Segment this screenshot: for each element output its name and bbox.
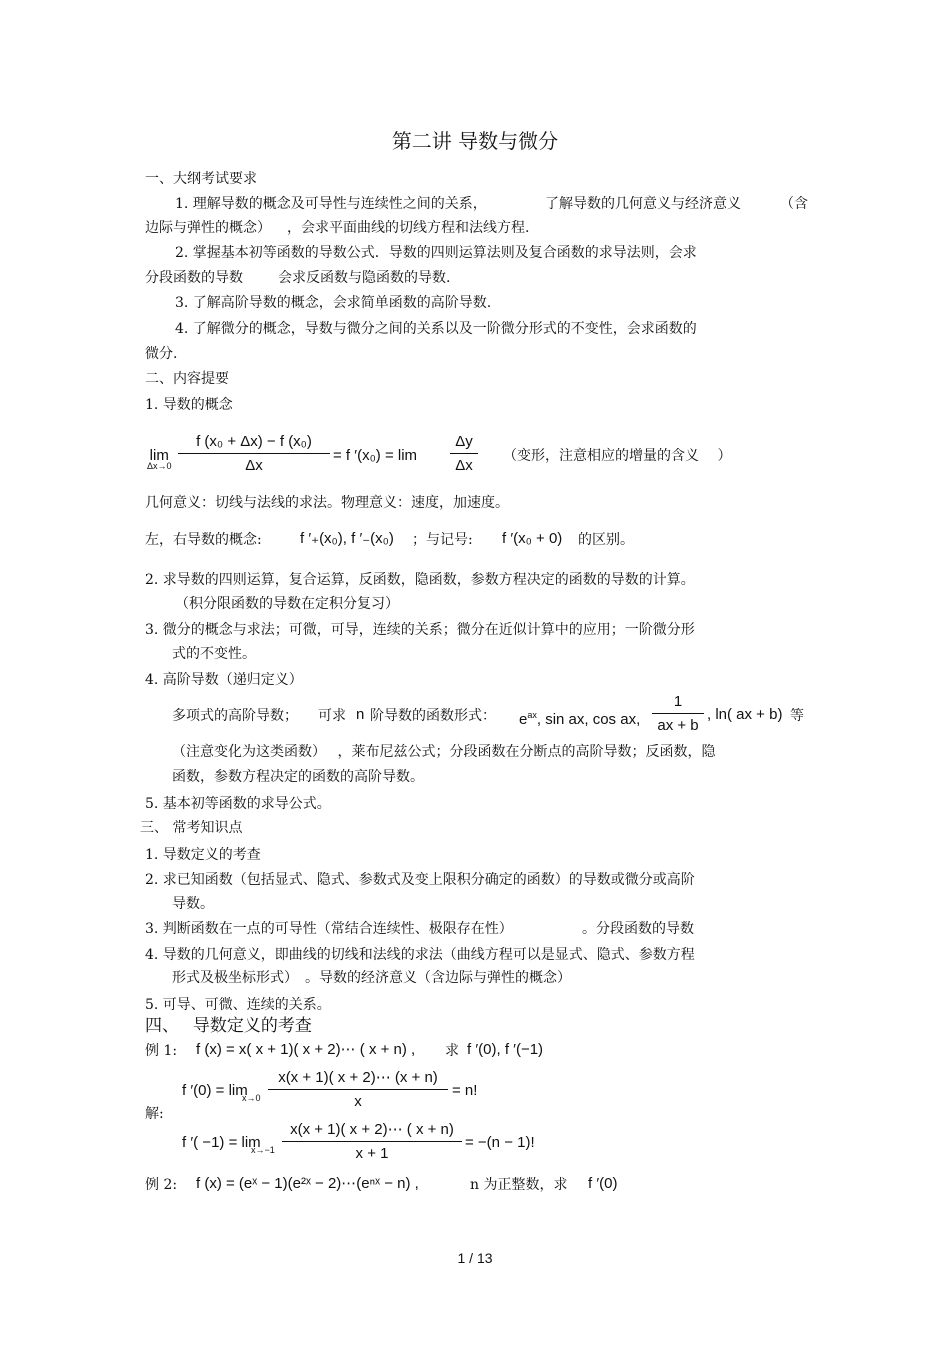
point-5: 5. 可导、可微、连续的关系。 [145, 997, 331, 1013]
req-2c: 会求反函数与隐函数的导数. [278, 270, 451, 286]
point-4a: 4. 导数的几何意义，即曲线的切线和法线的求法（曲线方程可以是显式、隐式、参数方程 [145, 947, 695, 963]
section-heading-3: 三、 常考知识点 [140, 820, 243, 836]
solution-1-rhs: = n! [452, 1082, 478, 1099]
section-heading-2: 二、内容提要 [145, 371, 229, 387]
higher-order-exp: $e^{ax}$, sin ax, cos ax, [519, 710, 641, 728]
higher-order-b: 可求 [318, 708, 346, 724]
solution-2-lhs: f ′( −1) = lim [182, 1134, 261, 1151]
item-4d: 函数，参数方程决定的函数的高阶导数。 [172, 769, 424, 785]
item-4c: （注意变化为这类函数） ，莱布尼兹公式；分段函数在分断点的高阶导数；反函数，隐 [172, 744, 716, 760]
req-1d: 边际与弹性的概念） [145, 220, 271, 236]
dy-dx-fraction: $\frac{\Delta y}{\Delta x}$ [450, 433, 478, 474]
geometric-meaning: 几何意义：切线与法线的求法。物理意义：速度，加速度。 [145, 495, 509, 511]
section-heading-4: 四、 导数定义的考查 [145, 1016, 312, 1036]
example-2-math-2: f ′(0) [588, 1175, 618, 1192]
section-heading-1: 一、大纲考试要求 [145, 171, 257, 187]
solution-1-lhs: f ′(0) = lim [182, 1082, 248, 1099]
req-1a: 1. 理解导数的概念及可导性与连续性之间的关系， [175, 196, 487, 212]
one-sided-end: 的区别。 [578, 532, 634, 548]
page-title: 第二讲 导数与微分 [391, 129, 559, 153]
one-sided-mid: ；与记号: [412, 532, 473, 548]
point-2b: 导数。 [172, 896, 214, 912]
req-3: 3. 了解高阶导数的概念，会求简单函数的高阶导数. [175, 295, 492, 311]
solution-2-limsub: x→−1 [251, 1145, 275, 1155]
req-2b: 分段函数的导数 [145, 270, 243, 286]
example-2-mid: n 为正整数，求 [470, 1177, 568, 1193]
solution-1-limsub: x→0 [242, 1093, 261, 1103]
higher-order-c: 阶导数的函数形式： [370, 708, 496, 724]
point-2a: 2. 求已知函数（包括显式、隐式、参数式及变上限积分确定的函数）的导数或微分或高阶 [145, 872, 695, 888]
solution-2-fraction: $\frac{x(x + 1)( x + 2)\cdots ( x + n)}{x + 1}$ [282, 1120, 462, 1162]
point-3a: 3. 判断函数在一点的可导性（常结合连续性、极限存在性） [145, 921, 513, 937]
req-4b: 微分. [145, 346, 178, 362]
item-2a: 2. 求导数的四则运算，复合运算，反函数，隐函数，参数方程决定的函数的导数的计算。 [145, 572, 695, 588]
higher-order-a: 多项式的高阶导数； [172, 708, 298, 724]
item-1: 1. 导数的概念 [145, 397, 233, 413]
reciprocal-fraction: $\frac{1}{ax + b}$ [652, 693, 704, 734]
req-1e: ，会求平面曲线的切线方程和法线方程. [287, 220, 530, 236]
derivative-fraction: $\frac{\text{f (x₀ + Δx) − f (x₀)}}{\Delta x}$ [178, 433, 330, 474]
req-1c: （含 [780, 196, 808, 212]
higher-order-n: n [356, 706, 365, 723]
item-3a: 3. 微分的概念与求法；可微，可导，连续的关系；微分在近似计算中的应用；一阶微分形 [145, 622, 695, 638]
higher-order-ln: , ln( ax + b) [707, 706, 783, 723]
item-4: 4. 高阶导数（递归定义） [145, 672, 303, 688]
derivative-note: （变形，注意相应的增量的含义 ） [503, 448, 732, 464]
one-sided-label: 左，右导数的概念: [145, 532, 262, 548]
example-1-label: 例 1: [145, 1043, 178, 1059]
item-5: 5. 基本初等函数的求导公式。 [145, 796, 331, 812]
solution-2-rhs: = −(n − 1)! [465, 1134, 535, 1151]
one-sided-math-2: f ′(x₀ + 0) [502, 530, 563, 547]
solution-1-fraction: $\frac{x(x + 1)( x + 2)\cdots (x + n)}{x}$ [268, 1068, 448, 1110]
point-3b: 。分段函数的导数 [582, 921, 694, 937]
example-1-math-2: f ′(0), f ′(−1) [467, 1041, 544, 1058]
example-1-math: f (x) = x( x + 1)( x + 2)⋯ ( x + n) , [196, 1041, 416, 1058]
req-2a: 2. 掌握基本初等函数的导数公式．导数的四则运算法则及复合函数的求导法则，会求 [175, 245, 697, 261]
req-4a: 4. 了解微分的概念，导数与微分之间的关系以及一阶微分形式的不变性，会求函数的 [175, 321, 697, 337]
example-2-label: 例 2: [145, 1177, 178, 1193]
page-number: 1 / 13 [457, 1250, 493, 1266]
one-sided-math: f ′₊(x₀), f ′₋(x₀) [300, 530, 394, 547]
point-4b: 形式及极坐标形式） 。导数的经济意义（含边际与弹性的概念） [172, 970, 571, 986]
point-1: 1. 导数定义的考查 [145, 847, 261, 863]
example-2-math: f (x) = (eˣ − 1)(e²ˣ − 2)⋯(eⁿˣ − n) , [196, 1175, 419, 1192]
req-1b: 了解导数的几何意义与经济意义 [545, 196, 741, 212]
limit-symbol: lim Δx→0 [147, 447, 172, 471]
solution-label: 解: [145, 1106, 164, 1122]
example-1-ask: 求 [445, 1043, 459, 1059]
higher-order-end: 等 [790, 708, 804, 724]
item-3b: 式的不变性。 [172, 646, 256, 662]
item-2b: （积分限函数的导数在定积分复习） [175, 596, 399, 612]
derivative-middle: = f ′(x₀) = lim [333, 447, 418, 464]
